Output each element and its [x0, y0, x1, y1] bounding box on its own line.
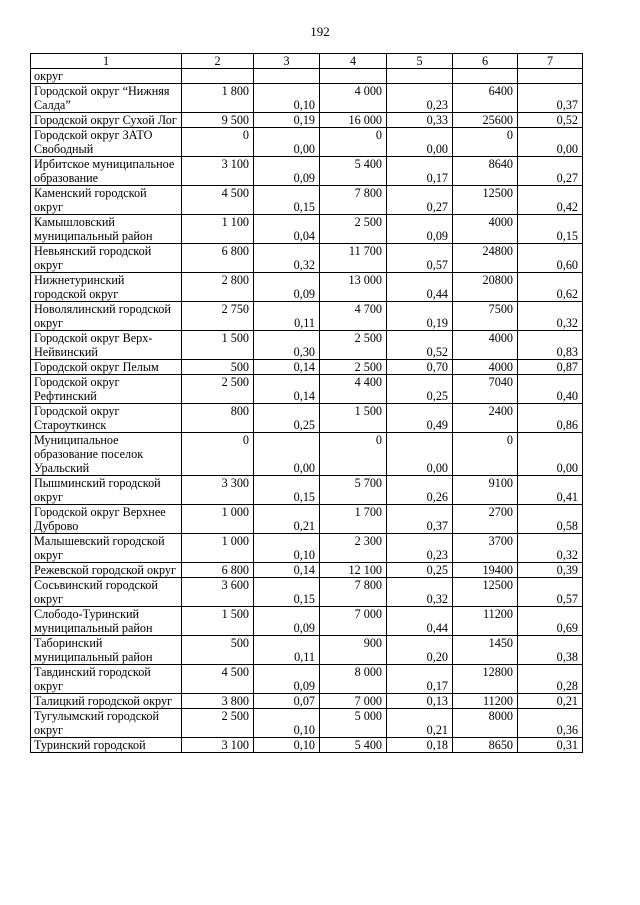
cell-col-3: 0,19	[254, 113, 320, 128]
table-row	[31, 404, 583, 433]
cell-municipality: Городской округ Пелым	[31, 360, 182, 375]
table-row	[31, 563, 583, 578]
cell-col-2: 6 800	[182, 244, 254, 273]
cell-col-4: 7 800	[320, 186, 387, 215]
cell-col-3: 0,11	[254, 302, 320, 331]
cell-col-3: 0,00	[254, 128, 320, 157]
cell-col-3: 0,09	[254, 157, 320, 186]
cell-col-3: 0,04	[254, 215, 320, 244]
cell-col-7: 0,21	[518, 694, 583, 709]
cell-municipality: Тугулымский городской округ	[31, 709, 182, 738]
cell-col-5: 0,13	[387, 694, 453, 709]
table-row	[31, 331, 583, 360]
cell-col-2: 3 600	[182, 578, 254, 607]
cell-col-7: 0,41	[518, 476, 583, 505]
cell-col-4: 2 500	[320, 331, 387, 360]
cell-col-4: 4 700	[320, 302, 387, 331]
cell-municipality: Городской округ Сухой Лог	[31, 113, 182, 128]
cell-col-6: 3700	[453, 534, 518, 563]
cell-col-5: 0,44	[387, 273, 453, 302]
cell-col-4: 5 000	[320, 709, 387, 738]
cell-col-6: 11200	[453, 694, 518, 709]
cell-col-5: 0,25	[387, 563, 453, 578]
cell-col-5: 0,57	[387, 244, 453, 273]
cell-col-4: 7 800	[320, 578, 387, 607]
header-row	[31, 54, 583, 69]
cell-col-3: 0,21	[254, 505, 320, 534]
table-row	[31, 607, 583, 636]
cell-col-5: 0,00	[387, 433, 453, 476]
cell-col-5: 0,32	[387, 578, 453, 607]
cell-col-2: 4 500	[182, 186, 254, 215]
cell-col-7: 0,52	[518, 113, 583, 128]
cell-municipality: Новолялинский городской округ	[31, 302, 182, 331]
cell-col-3: 0,14	[254, 360, 320, 375]
cell-col-7: 0,83	[518, 331, 583, 360]
cell-col-4: 12 100	[320, 563, 387, 578]
cell-municipality: округ	[31, 69, 182, 84]
header-cell: 7	[518, 54, 583, 69]
table-row	[31, 360, 583, 375]
page-number: 192	[310, 24, 330, 39]
table-row	[31, 709, 583, 738]
cell-col-2: 1 000	[182, 534, 254, 563]
table-row	[31, 69, 583, 84]
table-row	[31, 302, 583, 331]
cell-col-3: 0,30	[254, 331, 320, 360]
cell-col-7: 0,42	[518, 186, 583, 215]
cell-municipality: Таборинский муниципальный район	[31, 636, 182, 665]
cell-col-4: 2 300	[320, 534, 387, 563]
cell-col-3: 0,15	[254, 578, 320, 607]
cell-col-2: 3 100	[182, 157, 254, 186]
table-row	[31, 273, 583, 302]
cell-col-4: 900	[320, 636, 387, 665]
cell-municipality: Малышевский городской округ	[31, 534, 182, 563]
cell-col-7: 0,15	[518, 215, 583, 244]
cell-col-7: 0,00	[518, 128, 583, 157]
table-row	[31, 738, 583, 753]
cell-col-3: 0,07	[254, 694, 320, 709]
cell-col-7: 0,00	[518, 433, 583, 476]
cell-col-6: 9100	[453, 476, 518, 505]
cell-municipality: Городской округ ЗАТО Свободный	[31, 128, 182, 157]
cell-col-6	[453, 69, 518, 84]
cell-col-4: 7 000	[320, 607, 387, 636]
cell-municipality: Режевской городской округ	[31, 563, 182, 578]
cell-col-7: 0,36	[518, 709, 583, 738]
cell-municipality: Тавдинский городской округ	[31, 665, 182, 694]
cell-col-6: 20800	[453, 273, 518, 302]
cell-col-3: 0,09	[254, 607, 320, 636]
cell-col-2: 1 500	[182, 607, 254, 636]
cell-col-2: 1 100	[182, 215, 254, 244]
cell-col-6: 24800	[453, 244, 518, 273]
cell-col-4: 16 000	[320, 113, 387, 128]
cell-col-6: 6400	[453, 84, 518, 113]
cell-col-6: 2700	[453, 505, 518, 534]
cell-col-4: 5 400	[320, 157, 387, 186]
cell-municipality: Городской округ “Нижняя Салда”	[31, 84, 182, 113]
table-row	[31, 534, 583, 563]
cell-col-7: 0,27	[518, 157, 583, 186]
cell-col-4: 5 700	[320, 476, 387, 505]
header-cell: 2	[182, 54, 254, 69]
cell-col-7: 0,38	[518, 636, 583, 665]
cell-col-5: 0,00	[387, 128, 453, 157]
cell-col-2: 1 800	[182, 84, 254, 113]
cell-col-5: 0,70	[387, 360, 453, 375]
cell-col-6: 0	[453, 128, 518, 157]
cell-col-5	[387, 69, 453, 84]
cell-col-6: 4000	[453, 331, 518, 360]
table-row	[31, 157, 583, 186]
cell-col-4: 5 400	[320, 738, 387, 753]
cell-municipality: Каменский городской округ	[31, 186, 182, 215]
cell-municipality: Талицкий городской округ	[31, 694, 182, 709]
cell-col-7: 0,57	[518, 578, 583, 607]
cell-col-5: 0,23	[387, 534, 453, 563]
table-row	[31, 578, 583, 607]
cell-col-2: 1 000	[182, 505, 254, 534]
cell-col-5: 0,27	[387, 186, 453, 215]
cell-col-5: 0,20	[387, 636, 453, 665]
cell-col-5: 0,18	[387, 738, 453, 753]
cell-col-3: 0,25	[254, 404, 320, 433]
cell-municipality: Городской округ Верх-Нейвинский	[31, 331, 182, 360]
table-row	[31, 215, 583, 244]
cell-col-6: 1450	[453, 636, 518, 665]
cell-col-6: 11200	[453, 607, 518, 636]
cell-col-2: 2 750	[182, 302, 254, 331]
cell-col-6: 12800	[453, 665, 518, 694]
header-cell: 5	[387, 54, 453, 69]
cell-col-3: 0,11	[254, 636, 320, 665]
cell-col-7: 0,37	[518, 84, 583, 113]
cell-col-7: 0,58	[518, 505, 583, 534]
cell-col-7: 0,39	[518, 563, 583, 578]
cell-col-2: 3 800	[182, 694, 254, 709]
cell-col-3	[254, 69, 320, 84]
cell-col-7: 0,28	[518, 665, 583, 694]
table-row	[31, 186, 583, 215]
cell-col-7: 0,32	[518, 302, 583, 331]
cell-col-2: 500	[182, 360, 254, 375]
table-row	[31, 433, 583, 476]
cell-col-4: 0	[320, 128, 387, 157]
cell-col-7: 0,31	[518, 738, 583, 753]
cell-col-6: 8000	[453, 709, 518, 738]
cell-col-5: 0,19	[387, 302, 453, 331]
cell-col-7: 0,32	[518, 534, 583, 563]
cell-col-7: 0,40	[518, 375, 583, 404]
cell-col-3: 0,10	[254, 709, 320, 738]
cell-col-2: 4 500	[182, 665, 254, 694]
table-row	[31, 694, 583, 709]
cell-col-5: 0,26	[387, 476, 453, 505]
cell-col-7: 0,87	[518, 360, 583, 375]
header-cell: 1	[31, 54, 182, 69]
cell-col-5: 0,09	[387, 215, 453, 244]
cell-col-7: 0,69	[518, 607, 583, 636]
table-row	[31, 665, 583, 694]
cell-municipality: Городской округ Староуткинск	[31, 404, 182, 433]
cell-col-6: 7040	[453, 375, 518, 404]
cell-col-2: 800	[182, 404, 254, 433]
cell-col-6: 4000	[453, 360, 518, 375]
table-body	[31, 54, 583, 753]
cell-col-5: 0,17	[387, 157, 453, 186]
cell-col-5: 0,17	[387, 665, 453, 694]
cell-col-2	[182, 69, 254, 84]
cell-col-6: 7500	[453, 302, 518, 331]
header-cell: 6	[453, 54, 518, 69]
cell-col-6: 25600	[453, 113, 518, 128]
cell-municipality: Сосьвинский городской округ	[31, 578, 182, 607]
cell-col-3: 0,10	[254, 738, 320, 753]
cell-col-4: 11 700	[320, 244, 387, 273]
cell-col-4: 1 700	[320, 505, 387, 534]
cell-col-3: 0,00	[254, 433, 320, 476]
cell-col-5: 0,52	[387, 331, 453, 360]
table-row	[31, 505, 583, 534]
cell-municipality: Камышловский муниципальный район	[31, 215, 182, 244]
cell-col-4: 8 000	[320, 665, 387, 694]
cell-col-3: 0,14	[254, 375, 320, 404]
cell-col-6: 0	[453, 433, 518, 476]
cell-municipality: Невьянский городской округ	[31, 244, 182, 273]
cell-col-7: 0,60	[518, 244, 583, 273]
cell-col-4: 0	[320, 433, 387, 476]
cell-col-4: 1 500	[320, 404, 387, 433]
cell-municipality: Нижнетуринский городской округ	[31, 273, 182, 302]
cell-col-3: 0,15	[254, 186, 320, 215]
cell-municipality: Муниципальное образование поселок Уральский	[31, 433, 182, 476]
cell-col-4: 2 500	[320, 215, 387, 244]
header-cell: 4	[320, 54, 387, 69]
cell-col-2: 0	[182, 128, 254, 157]
cell-col-2: 2 500	[182, 709, 254, 738]
cell-col-3: 0,09	[254, 665, 320, 694]
cell-col-5: 0,25	[387, 375, 453, 404]
cell-col-6: 4000	[453, 215, 518, 244]
cell-col-6: 12500	[453, 578, 518, 607]
table-row	[31, 84, 583, 113]
cell-col-4	[320, 69, 387, 84]
cell-col-7: 0,62	[518, 273, 583, 302]
data-table	[30, 53, 583, 753]
table-row	[31, 113, 583, 128]
cell-col-5: 0,44	[387, 607, 453, 636]
cell-municipality: Туринский городской	[31, 738, 182, 753]
cell-col-2: 2 500	[182, 375, 254, 404]
cell-col-7	[518, 69, 583, 84]
cell-col-2: 3 300	[182, 476, 254, 505]
cell-col-2: 1 500	[182, 331, 254, 360]
table-row	[31, 476, 583, 505]
cell-col-3: 0,32	[254, 244, 320, 273]
cell-municipality: Ирбитское муниципальное образование	[31, 157, 182, 186]
cell-col-5: 0,21	[387, 709, 453, 738]
table-row	[31, 244, 583, 273]
cell-col-2: 6 800	[182, 563, 254, 578]
cell-col-6: 19400	[453, 563, 518, 578]
cell-col-4: 7 000	[320, 694, 387, 709]
cell-col-5: 0,49	[387, 404, 453, 433]
header-cell: 3	[254, 54, 320, 69]
cell-col-2: 500	[182, 636, 254, 665]
cell-municipality: Городской округ Верхнее Дуброво	[31, 505, 182, 534]
cell-col-3: 0,09	[254, 273, 320, 302]
cell-col-6: 8640	[453, 157, 518, 186]
table-row	[31, 375, 583, 404]
cell-municipality: Городской округ Рефтинский	[31, 375, 182, 404]
cell-col-3: 0,10	[254, 534, 320, 563]
cell-col-4: 4 000	[320, 84, 387, 113]
cell-municipality: Слободо-Туринский муниципальный район	[31, 607, 182, 636]
cell-col-2: 0	[182, 433, 254, 476]
cell-col-5: 0,33	[387, 113, 453, 128]
cell-municipality: Пышминский городской округ	[31, 476, 182, 505]
cell-col-6: 8650	[453, 738, 518, 753]
cell-col-6: 12500	[453, 186, 518, 215]
cell-col-4: 2 500	[320, 360, 387, 375]
cell-col-2: 3 100	[182, 738, 254, 753]
cell-col-5: 0,23	[387, 84, 453, 113]
cell-col-7: 0,86	[518, 404, 583, 433]
cell-col-3: 0,10	[254, 84, 320, 113]
cell-col-2: 9 500	[182, 113, 254, 128]
cell-col-4: 13 000	[320, 273, 387, 302]
cell-col-5: 0,37	[387, 505, 453, 534]
cell-col-2: 2 800	[182, 273, 254, 302]
table-row	[31, 636, 583, 665]
table-row	[31, 128, 583, 157]
cell-col-6: 2400	[453, 404, 518, 433]
cell-col-4: 4 400	[320, 375, 387, 404]
cell-col-3: 0,14	[254, 563, 320, 578]
cell-col-3: 0,15	[254, 476, 320, 505]
